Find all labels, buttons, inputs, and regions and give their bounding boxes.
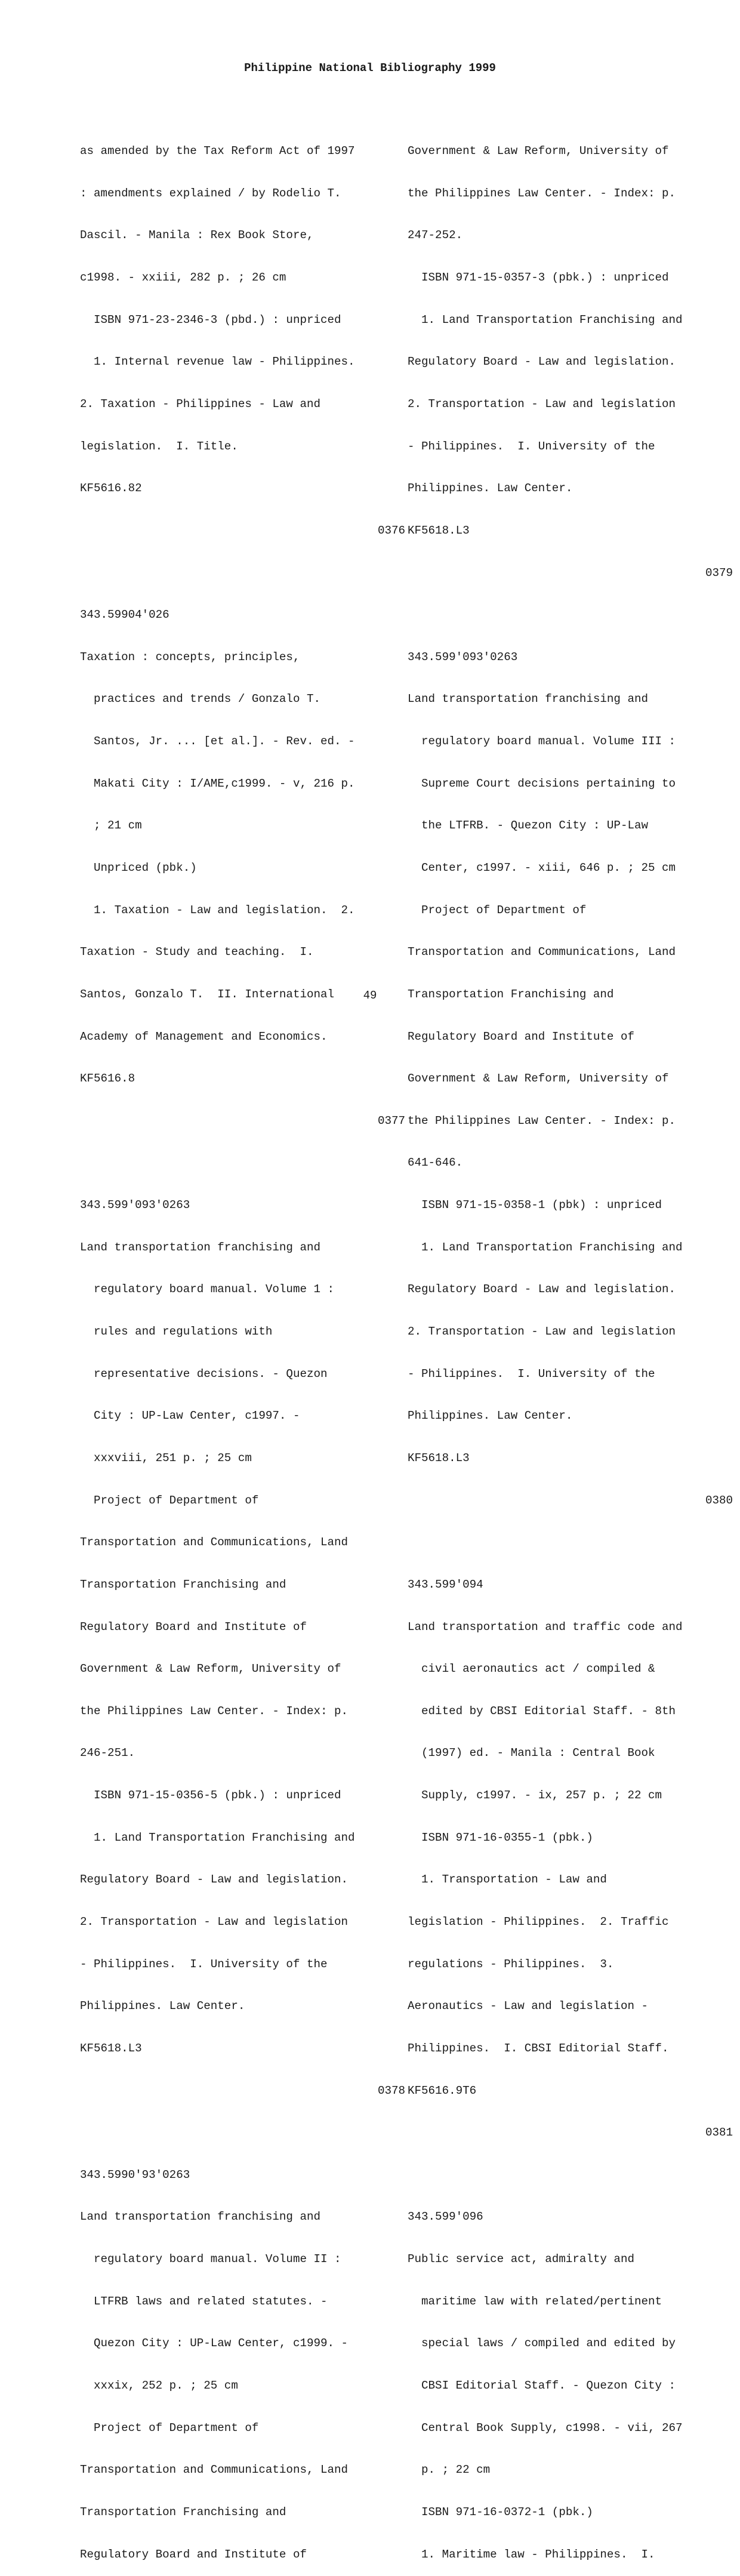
text-line: ISBN 971-15-0356-5 (pbk.) : unpriced — [80, 1789, 341, 1802]
text-line: ISBN 971-23-2346-3 (pbd.) : unpriced — [80, 313, 341, 326]
text-line: Project of Department of — [408, 903, 587, 917]
text-line: maritime law with related/pertinent — [408, 2294, 662, 2308]
text-line: 1. Transportation - Law and — [408, 1873, 607, 1887]
text-line: regulatory board manual. Volume II : — [80, 2253, 341, 2266]
classification-number: 343.599'093'0263 — [80, 1198, 190, 1212]
text-line: 1. Land Transportation Franchising and — [408, 313, 683, 326]
text-line: 1. Land Transportation Franchising and — [408, 1240, 683, 1254]
call-number: KF5616.82 — [80, 482, 142, 495]
text-line: Transportation and Communications, Land — [80, 2463, 349, 2477]
classification-number: 343.599'094 — [408, 1577, 483, 1591]
text-line: Unpriced (pbk.) — [80, 861, 197, 874]
call-number: KF5616.9T6 — [408, 2084, 477, 2097]
text-line: - Philippines. I. University of the — [408, 439, 655, 453]
text-line: City : UP-Law Center, c1997. - — [80, 1409, 300, 1423]
classification-number: 343.59904'026 — [80, 608, 169, 622]
call-number: KF5618.L3 — [80, 2041, 142, 2055]
text-line: civil aeronautics act / compiled & — [408, 1662, 655, 1676]
text-line: rules and regulations with — [80, 1325, 273, 1339]
text-line: Aeronautics - Law and legislation - — [408, 1999, 649, 2013]
text-line: p. ; 22 cm — [408, 2463, 491, 2477]
text-line: Philippines. I. CBSI Editorial Staff. — [408, 2041, 669, 2055]
call-number: KF5618.L3 — [408, 1451, 470, 1465]
page-number: 49 — [363, 989, 377, 1002]
text-line: Land transportation franchising and — [80, 2210, 321, 2224]
text-line: Dascil. - Manila : Rex Book Store, — [80, 229, 314, 242]
text-line: : amendments explained / by Rodelio T. — [80, 186, 341, 200]
text-line: Transportation Franchising and — [80, 2505, 286, 2519]
text-line: xxxix, 252 p. ; 25 cm — [80, 2379, 238, 2393]
text-line: Academy of Management and Economics. — [80, 1030, 328, 1043]
text-line: Makati City : I/AME,c1999. - v, 216 p. — [80, 777, 355, 790]
text-line: legislation - Philippines. 2. Traffic — [408, 1915, 669, 1928]
text-line: Transportation Franchising and — [408, 987, 614, 1001]
text-line: Philippines. Law Center. — [408, 482, 573, 495]
text-line: the Philippines Law Center. - Index: p. — [80, 1704, 349, 1718]
text-line: Land transportation franchising and — [408, 692, 649, 706]
text-line: Supply, c1997. - ix, 257 p. ; 22 cm — [408, 1789, 662, 1802]
text-line: 246-251. — [80, 1746, 135, 1760]
right-column — [408, 116, 733, 2576]
text-line: Government & Law Reform, University of — [80, 1662, 341, 1676]
blank-line — [408, 1536, 733, 1550]
text-line: 247-252. — [408, 229, 463, 242]
text-line: special laws / compiled and edited by — [408, 2337, 676, 2350]
text-line: - Philippines. I. University of the — [408, 1367, 655, 1381]
text-line: Project of Department of — [80, 2421, 259, 2435]
text-line: Government & Law Reform, University of — [408, 1072, 669, 1086]
text-line: xxxviii, 251 p. ; 25 cm — [80, 1451, 252, 1465]
text-line: Central Book Supply, c1998. - vii, 267 — [408, 2421, 683, 2435]
text-line: the LTFRB. - Quezon City : UP-Law — [408, 819, 649, 833]
text-line: Land transportation franchising and — [80, 1240, 321, 1254]
text-line: Supreme Court decisions pertaining to — [408, 777, 676, 790]
text-line: Taxation : concepts, principles, — [80, 650, 300, 664]
text-line: ISBN 971-16-0355-1 (pbk.) — [408, 1831, 593, 1844]
call-number: KF5616.8 — [80, 1072, 135, 1086]
text-line: regulatory board manual. Volume 1 : — [80, 1283, 335, 1296]
text-line: 1. Land Transportation Franchising and — [80, 1831, 355, 1844]
text-line: Regulatory Board and Institute of — [80, 1620, 307, 1634]
text-line: Taxation - Study and teaching. I. — [80, 945, 314, 959]
text-line: (1997) ed. - Manila : Central Book — [408, 1746, 655, 1760]
text-line: - Philippines. I. University of the — [80, 1957, 328, 1971]
entry-number: 0379 — [705, 566, 733, 580]
text-line: LTFRB laws and related statutes. - — [80, 2294, 328, 2308]
entry-number: 0380 — [705, 1493, 733, 1507]
text-line: Quezon City : UP-Law Center, c1999. - — [80, 2337, 349, 2350]
text-line: 641-646. — [408, 1156, 463, 1170]
text-line: Regulatory Board and Institute of — [408, 1030, 634, 1043]
classification-number: 343.5990'93'0263 — [80, 2168, 190, 2181]
text-line: 1. Maritime law - Philippines. I. — [408, 2547, 655, 2561]
call-number: KF5618.L3 — [408, 523, 470, 537]
text-line: Regulatory Board - Law and legislation. — [408, 355, 676, 369]
blank-line — [408, 608, 733, 623]
text-line: the Philippines Law Center. - Index: p. — [408, 186, 676, 200]
text-line: ISBN 971-15-0357-3 (pbk.) : unpriced — [408, 271, 669, 285]
entry-number: 0376 — [377, 523, 405, 537]
text-line: Government & Law Reform, University of — [408, 144, 669, 158]
text-line: 1. Internal revenue law - Philippines. — [80, 355, 355, 369]
text-line: ISBN 971-15-0358-1 (pbk) : unpriced — [408, 1198, 662, 1212]
left-column — [80, 116, 405, 2576]
text-line: 1. Taxation - Law and legislation. 2. — [80, 903, 355, 917]
classification-number: 343.599'096 — [408, 2210, 483, 2224]
text-line: Transportation Franchising and — [80, 1577, 286, 1591]
text-line: 2. Transportation - Law and legislation — [408, 1325, 676, 1339]
text-line: ; 21 cm — [80, 819, 142, 833]
text-line: Transportation and Communications, Land — [80, 1536, 349, 1549]
text-line: ISBN 971-16-0372-1 (pbk.) — [408, 2505, 593, 2519]
text-line: the Philippines Law Center. - Index: p. — [408, 1114, 676, 1127]
entry-number: 0381 — [705, 2126, 733, 2140]
text-line: Regulatory Board - Law and legislation. — [408, 1283, 676, 1296]
blank-line — [80, 1156, 405, 1170]
text-line: regulations - Philippines. 3. — [408, 1957, 614, 1971]
text-line: 2. Transportation - Law and legislation — [408, 397, 676, 411]
classification-number: 343.599'093'0263 — [408, 650, 518, 664]
entry-number: 0378 — [377, 2084, 405, 2097]
text-line: regulatory board manual. Volume III : — [408, 735, 676, 748]
blank-line — [80, 566, 405, 581]
text-line: Public service act, admiralty and — [408, 2253, 634, 2266]
text-line: Project of Department of — [80, 1493, 259, 1507]
text-line: Center, c1997. - xiii, 646 p. ; 25 cm — [408, 861, 676, 874]
text-line: Philippines. Law Center. — [408, 1409, 573, 1423]
text-line: Land transportation and traffic code and — [408, 1620, 683, 1634]
text-line: c1998. - xxiii, 282 p. ; 26 cm — [80, 271, 286, 285]
text-line: Santos, Gonzalo T. II. International — [80, 987, 335, 1001]
text-line: 2. Taxation - Philippines - Law and — [80, 397, 321, 411]
text-line: Transportation and Communications, Land — [408, 945, 676, 959]
text-line: Santos, Jr. ... [et al.]. - Rev. ed. - — [80, 735, 355, 748]
text-line: representative decisions. - Quezon — [80, 1367, 328, 1381]
text-line: 2. Transportation - Law and legislation — [80, 1915, 349, 1928]
blank-line — [80, 2126, 405, 2140]
text-line: CBSI Editorial Staff. - Quezon City : — [408, 2379, 676, 2393]
text-line: practices and trends / Gonzalo T. — [80, 692, 321, 706]
text-line: edited by CBSI Editorial Staff. - 8th — [408, 1704, 676, 1718]
text-line: as amended by the Tax Reform Act of 1997 — [80, 144, 355, 158]
text-line: legislation. I. Title. — [80, 439, 238, 453]
entry-number: 0377 — [377, 1114, 405, 1127]
text-line: Regulatory Board - Law and legislation. — [80, 1873, 349, 1887]
page-header: Philippine National Bibliography 1999 — [244, 61, 496, 75]
text-line: Philippines. Law Center. — [80, 1999, 245, 2013]
blank-line — [408, 2168, 733, 2183]
text-line: Regulatory Board and Institute of — [80, 2547, 307, 2561]
